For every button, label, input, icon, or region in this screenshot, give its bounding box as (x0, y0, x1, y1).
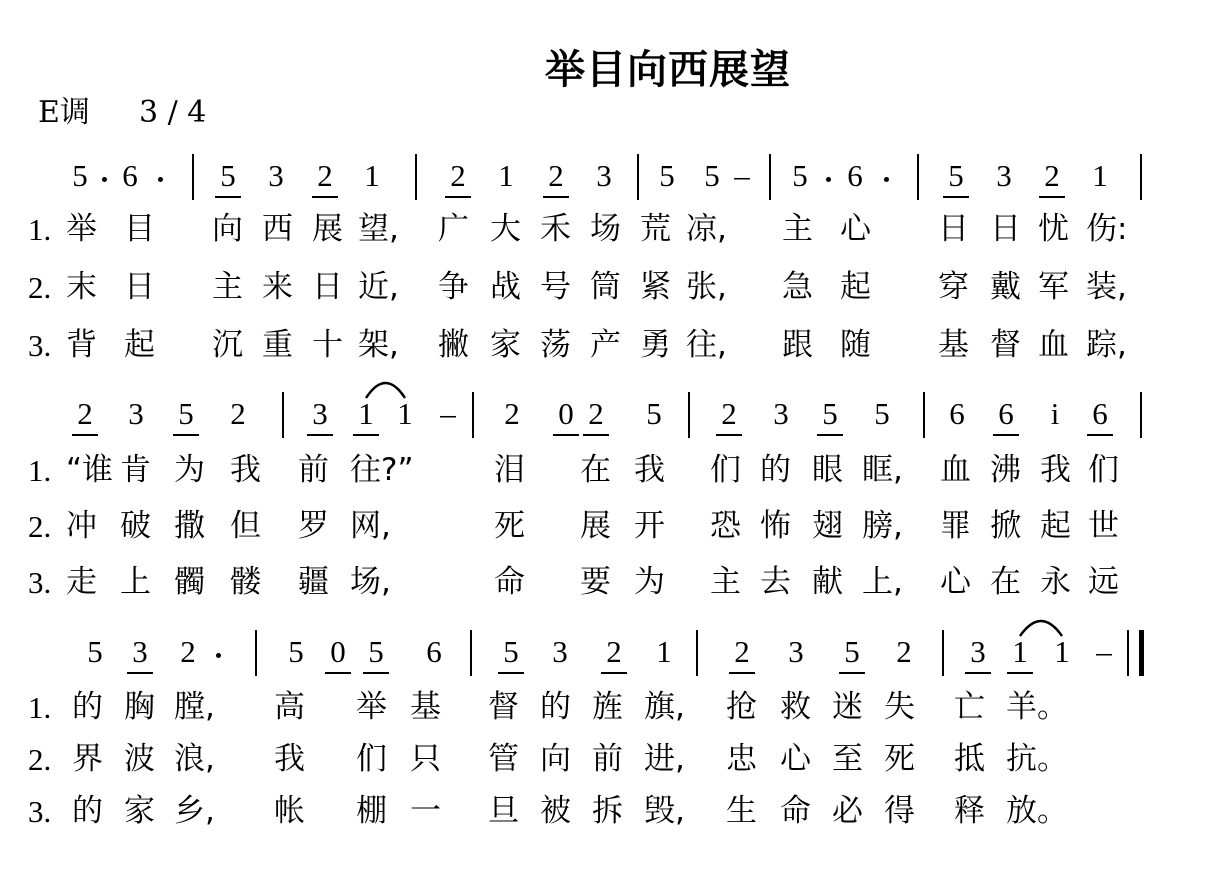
lyric-syllable: 十 (312, 327, 343, 363)
lyric-syllable: 跟 (782, 327, 813, 363)
lyric-syllable: 展 (312, 211, 343, 247)
lyric-syllable: 罪 (940, 508, 971, 544)
lyric-syllable: 家 (124, 793, 155, 829)
lyric-syllable: 心 (940, 564, 971, 600)
lyric-syllable: 放。 (1006, 793, 1068, 829)
bar-line (637, 154, 639, 200)
lyric-syllable: 向 (212, 211, 243, 247)
lyric-syllable: 伤: (1086, 211, 1128, 247)
note: 2 (317, 158, 333, 193)
lyric-syllable: 广 (438, 211, 469, 247)
note: 2 (721, 396, 737, 431)
note: 2 (1044, 158, 1060, 193)
lyric-syllable: 们 (356, 741, 387, 777)
note: 1 (498, 158, 514, 193)
eighth-note-underline (445, 196, 471, 198)
lyric-syllable: 膛, (174, 689, 215, 725)
lyric-syllable: 们 (1088, 452, 1119, 488)
note: i (1050, 396, 1060, 431)
lyric-syllable: 随 (840, 327, 871, 363)
note: 6 (847, 158, 863, 193)
lyric-syllable: 泪 (494, 452, 525, 488)
note: 5 (646, 396, 662, 431)
lyric-syllable: 重 (262, 327, 293, 363)
note: 3 (268, 158, 284, 193)
lyric-syllable: 髅 (230, 564, 261, 600)
lyric-syllable: 失 (884, 689, 915, 725)
verse-number: 2. (28, 509, 52, 544)
note: 2 (588, 396, 604, 431)
note: 3 (312, 396, 328, 431)
key-signature: E调 (38, 95, 90, 130)
eighth-note-underline (307, 434, 333, 436)
lyric-syllable: 至 (832, 741, 863, 777)
lyric-syllable: 展 (580, 508, 611, 544)
lyric-syllable: 远 (1088, 564, 1119, 600)
eighth-note-underline (553, 434, 579, 436)
lyric-syllable: 筒 (590, 269, 621, 305)
lyric-syllable: 去 (760, 564, 791, 600)
lyric-syllable: 我 (230, 452, 261, 488)
bar-line (1127, 630, 1129, 676)
lyric-syllable: 必 (832, 793, 863, 829)
lyric-syllable: 场 (590, 211, 621, 247)
lyric-syllable: 督 (990, 327, 1021, 363)
eighth-note-underline (817, 434, 843, 436)
tie-slur (361, 376, 410, 400)
lyric-syllable: 生 (726, 793, 757, 829)
lyric-syllable: 血 (940, 452, 971, 488)
augmentation-dot (884, 177, 889, 182)
lyric-syllable: 心 (780, 741, 811, 777)
lyric-syllable: 日 (990, 211, 1021, 247)
lyric-syllable: 戴 (990, 269, 1021, 305)
lyric-syllable: 棚 (356, 793, 387, 829)
eighth-note-underline (583, 434, 609, 436)
lyric-syllable: 永 (1040, 564, 1071, 600)
lyric-syllable: 背 (66, 327, 97, 363)
lyric-syllable: 冲 (66, 508, 97, 544)
lyric-syllable: 迷 (832, 689, 863, 725)
eighth-note-underline (965, 672, 991, 674)
eighth-note-underline (215, 196, 241, 198)
verse-number: 3. (28, 794, 52, 829)
lyric-syllable: 在 (580, 452, 611, 488)
lyric-syllable: 沸 (990, 452, 1021, 488)
note: 5 (220, 158, 236, 193)
lyric-syllable: 紧 (640, 269, 671, 305)
lyric-syllable: 帐 (274, 793, 305, 829)
note: 5 (503, 634, 519, 669)
lyric-syllable: 肯 (120, 452, 151, 488)
lyric-syllable: 撇 (438, 327, 469, 363)
lyric-syllable: 上 (120, 564, 151, 600)
note: 1 (358, 396, 374, 431)
lyric-syllable: 踪, (1086, 327, 1127, 363)
lyric-syllable: 开 (634, 508, 665, 544)
eighth-note-underline (943, 196, 969, 198)
verse-number: 2. (28, 742, 52, 777)
lyric-syllable: 一 (410, 793, 441, 829)
note: 3 (552, 634, 568, 669)
lyric-syllable: 起 (840, 269, 871, 305)
lyric-syllable: 破 (120, 508, 151, 544)
lyric-syllable: 毁, (644, 793, 685, 829)
lyric-syllable: 亡 (954, 689, 985, 725)
note: 5 (178, 396, 194, 431)
augmentation-dot (216, 653, 221, 658)
lyric-syllable: 翅 (812, 508, 843, 544)
note: 3 (788, 634, 804, 669)
lyric-syllable: 眶, (862, 452, 903, 488)
lyric-syllable: 进, (644, 741, 685, 777)
eighth-note-underline (353, 434, 379, 436)
lyric-syllable: 场, (350, 564, 391, 600)
lyric-syllable: 管 (488, 741, 519, 777)
lyric-syllable: 号 (540, 269, 571, 305)
lyric-syllable: 往?” (350, 452, 414, 488)
note: 6 (1092, 396, 1108, 431)
lyric-syllable: 举 (356, 689, 387, 725)
lyric-syllable: 们 (710, 452, 741, 488)
key-and-time (38, 87, 206, 131)
note: 1 (1012, 634, 1028, 669)
eighth-note-underline (839, 672, 865, 674)
lyric-syllable: 抵 (954, 741, 985, 777)
note: 6 (426, 634, 442, 669)
lyric-syllable: 旗, (644, 689, 685, 725)
lyric-syllable: 释 (954, 793, 985, 829)
eighth-note-underline (312, 196, 338, 198)
lyric-syllable: 装, (1086, 269, 1127, 305)
note: 2 (548, 158, 564, 193)
lyric-syllable: 被 (540, 793, 571, 829)
note: 2 (230, 396, 246, 431)
note: 1 (1054, 634, 1070, 669)
augmentation-dot (826, 177, 831, 182)
note: 5 (704, 158, 720, 193)
lyric-syllable: 胸 (124, 689, 155, 725)
lyric-syllable: 疆 (298, 564, 329, 600)
lyric-syllable: 基 (410, 689, 441, 725)
lyric-syllable: 产 (590, 327, 621, 363)
lyric-syllable: 掀 (990, 508, 1021, 544)
lyric-syllable: 界 (72, 741, 103, 777)
lyric-syllable: 战 (490, 269, 521, 305)
note: 2 (504, 396, 520, 431)
lyric-syllable: 勇 (640, 327, 671, 363)
note: 3 (128, 396, 144, 431)
lyric-syllable: 的 (540, 689, 571, 725)
lyric-syllable: 基 (938, 327, 969, 363)
lyric-syllable: 网, (350, 508, 391, 544)
final-bar-line (1139, 630, 1144, 676)
eighth-note-underline (127, 672, 153, 674)
lyric-syllable: 主 (710, 564, 741, 600)
note: 3 (596, 158, 612, 193)
note: 6 (122, 158, 138, 193)
lyric-syllable: 死 (494, 508, 525, 544)
lyric-syllable: 日 (312, 269, 343, 305)
lyric-syllable: 前 (592, 741, 623, 777)
lyric-syllable: 羊。 (1006, 689, 1068, 725)
lyric-syllable: 在 (990, 564, 1021, 600)
note: 3 (773, 396, 789, 431)
lyric-syllable: 波 (124, 741, 155, 777)
lyric-syllable: 但 (230, 508, 261, 544)
lyric-syllable: 抗。 (1006, 741, 1068, 777)
lyric-syllable: 望, (358, 211, 399, 247)
lyric-syllable: 穿 (938, 269, 969, 305)
note: 1 (1092, 158, 1108, 193)
song-title: 举目向西展望 (545, 47, 791, 93)
lyric-syllable: 日 (938, 211, 969, 247)
verse-number: 3. (28, 565, 52, 600)
bar-line (1140, 392, 1142, 438)
lyric-syllable: 的 (72, 689, 103, 725)
lyric-syllable: 旦 (488, 793, 519, 829)
augmentation-dot (158, 177, 163, 182)
eighth-note-underline (325, 672, 351, 674)
lyric-syllable: 为 (174, 452, 205, 488)
lyric-syllable: 的 (72, 793, 103, 829)
eighth-note-underline (729, 672, 755, 674)
note: 3 (970, 634, 986, 669)
bar-line (472, 392, 474, 438)
lyric-syllable: 走 (66, 564, 97, 600)
lyric-syllable: 西 (262, 211, 293, 247)
note: 1 (364, 158, 380, 193)
lyric-syllable: 起 (124, 327, 155, 363)
lyric-syllable: 我 (274, 741, 305, 777)
lyric-syllable: 命 (494, 564, 525, 600)
lyric-syllable: 督 (488, 689, 519, 725)
note: 3 (996, 158, 1012, 193)
lyric-syllable: 撒 (174, 508, 205, 544)
verse-number: 2. (28, 270, 52, 305)
lyric-syllable: 急 (782, 269, 813, 305)
lyric-syllable: 恐 (710, 508, 741, 544)
eighth-note-underline (1007, 672, 1033, 674)
note: 5 (87, 634, 103, 669)
note: 6 (998, 396, 1014, 431)
lyric-syllable: 举 (66, 211, 97, 247)
lyric-syllable: 心 (840, 211, 871, 247)
lyric-syllable: 拆 (592, 793, 623, 829)
eighth-note-underline (716, 434, 742, 436)
bar-line (769, 154, 771, 200)
lyric-syllable: 血 (1038, 327, 1069, 363)
lyric-syllable: 只 (410, 741, 441, 777)
note: 5 (288, 634, 304, 669)
lyric-syllable: 沉 (212, 327, 243, 363)
lyric-syllable: 旌 (592, 689, 623, 725)
eighth-note-underline (1039, 196, 1065, 198)
eighth-note-underline (498, 672, 524, 674)
note: 2 (450, 158, 466, 193)
eighth-note-underline (1087, 434, 1113, 436)
verse-number: 3. (28, 328, 52, 363)
lyric-syllable: 向 (540, 741, 571, 777)
eighth-note-underline (543, 196, 569, 198)
note: 5 (72, 158, 88, 193)
lyric-syllable: 我 (1040, 452, 1071, 488)
eighth-note-underline (993, 434, 1019, 436)
lyric-syllable: 世 (1088, 508, 1119, 544)
bar-line (1140, 154, 1142, 200)
lyric-syllable: 髑 (174, 564, 205, 600)
lyric-syllable: 往, (686, 327, 727, 363)
lyric-syllable: 献 (812, 564, 843, 600)
lyric-syllable: 起 (1040, 508, 1071, 544)
bar-line (255, 630, 257, 676)
lyric-syllable: 忧 (1038, 211, 1069, 247)
augmentation-dot (102, 177, 107, 182)
lyric-syllable: 浪, (174, 741, 215, 777)
note: 2 (606, 634, 622, 669)
lyric-syllable: 为 (634, 564, 665, 600)
lyric-syllable: 前 (298, 452, 329, 488)
lyric-syllable: 张, (686, 269, 727, 305)
note: 5 (368, 634, 384, 669)
note: 2 (734, 634, 750, 669)
eighth-note-underline (363, 672, 389, 674)
lyric-syllable: 大 (490, 211, 521, 247)
note: 0 (330, 634, 346, 669)
lyric-syllable: 救 (780, 689, 811, 725)
lyric-syllable: 的 (760, 452, 791, 488)
note: – (1096, 634, 1112, 669)
eighth-note-underline (173, 434, 199, 436)
lyric-syllable: 怖 (760, 508, 791, 544)
lyric-syllable: 末 (66, 269, 97, 305)
lyric-syllable: “谁 (66, 452, 114, 488)
lyric-syllable: 膀, (862, 508, 903, 544)
lyric-syllable: 主 (782, 211, 813, 247)
lyric-syllable: 忠 (726, 741, 757, 777)
note: 2 (77, 396, 93, 431)
lyric-syllable: 抢 (726, 689, 757, 725)
lyric-syllable: 命 (780, 793, 811, 829)
bar-line (923, 392, 925, 438)
note: 1 (397, 396, 413, 431)
lyric-syllable: 死 (884, 741, 915, 777)
lyric-syllable: 上, (862, 564, 903, 600)
note: 5 (948, 158, 964, 193)
verse-number: 1. (28, 453, 52, 488)
lyric-syllable: 争 (438, 269, 469, 305)
lyric-syllable: 眼 (812, 452, 843, 488)
note: 0 (558, 396, 574, 431)
note: 5 (822, 396, 838, 431)
lyric-syllable: 日 (124, 269, 155, 305)
lyric-syllable: 禾 (540, 211, 571, 247)
note: 2 (896, 634, 912, 669)
verse-number: 1. (28, 212, 52, 247)
eighth-note-underline (72, 434, 98, 436)
note: 5 (844, 634, 860, 669)
lyric-syllable: 架, (358, 327, 399, 363)
lyric-syllable: 得 (884, 793, 915, 829)
lyric-syllable: 荒 (640, 211, 671, 247)
tie-slur (1015, 614, 1067, 638)
note: 3 (132, 634, 148, 669)
lyric-syllable: 我 (634, 452, 665, 488)
note: – (440, 396, 456, 431)
lyric-syllable: 凉, (686, 211, 727, 247)
bar-line (282, 392, 284, 438)
bar-line (942, 630, 944, 676)
lyric-syllable: 近, (358, 269, 399, 305)
bar-line (917, 154, 919, 200)
lyric-syllable: 荡 (540, 327, 571, 363)
lyric-syllable: 高 (274, 689, 305, 725)
lyric-syllable: 要 (580, 564, 611, 600)
bar-line (470, 630, 472, 676)
note: 6 (949, 396, 965, 431)
bar-line (415, 154, 417, 200)
bar-line (192, 154, 194, 200)
time-signature: 3 / 4 (139, 95, 207, 130)
lyric-syllable: 家 (490, 327, 521, 363)
note: 2 (180, 634, 196, 669)
note: 1 (656, 634, 672, 669)
verse-number: 1. (28, 690, 52, 725)
lyric-syllable: 主 (212, 269, 243, 305)
bar-line (696, 630, 698, 676)
lyric-syllable: 乡, (174, 793, 215, 829)
note: – (734, 158, 750, 193)
note: 5 (792, 158, 808, 193)
bar-line (688, 392, 690, 438)
note: 5 (874, 396, 890, 431)
lyric-syllable: 军 (1038, 269, 1069, 305)
lyric-syllable: 罗 (298, 508, 329, 544)
eighth-note-underline (601, 672, 627, 674)
lyric-syllable: 目 (124, 211, 155, 247)
note: 5 (659, 158, 675, 193)
lyric-syllable: 来 (262, 269, 293, 305)
